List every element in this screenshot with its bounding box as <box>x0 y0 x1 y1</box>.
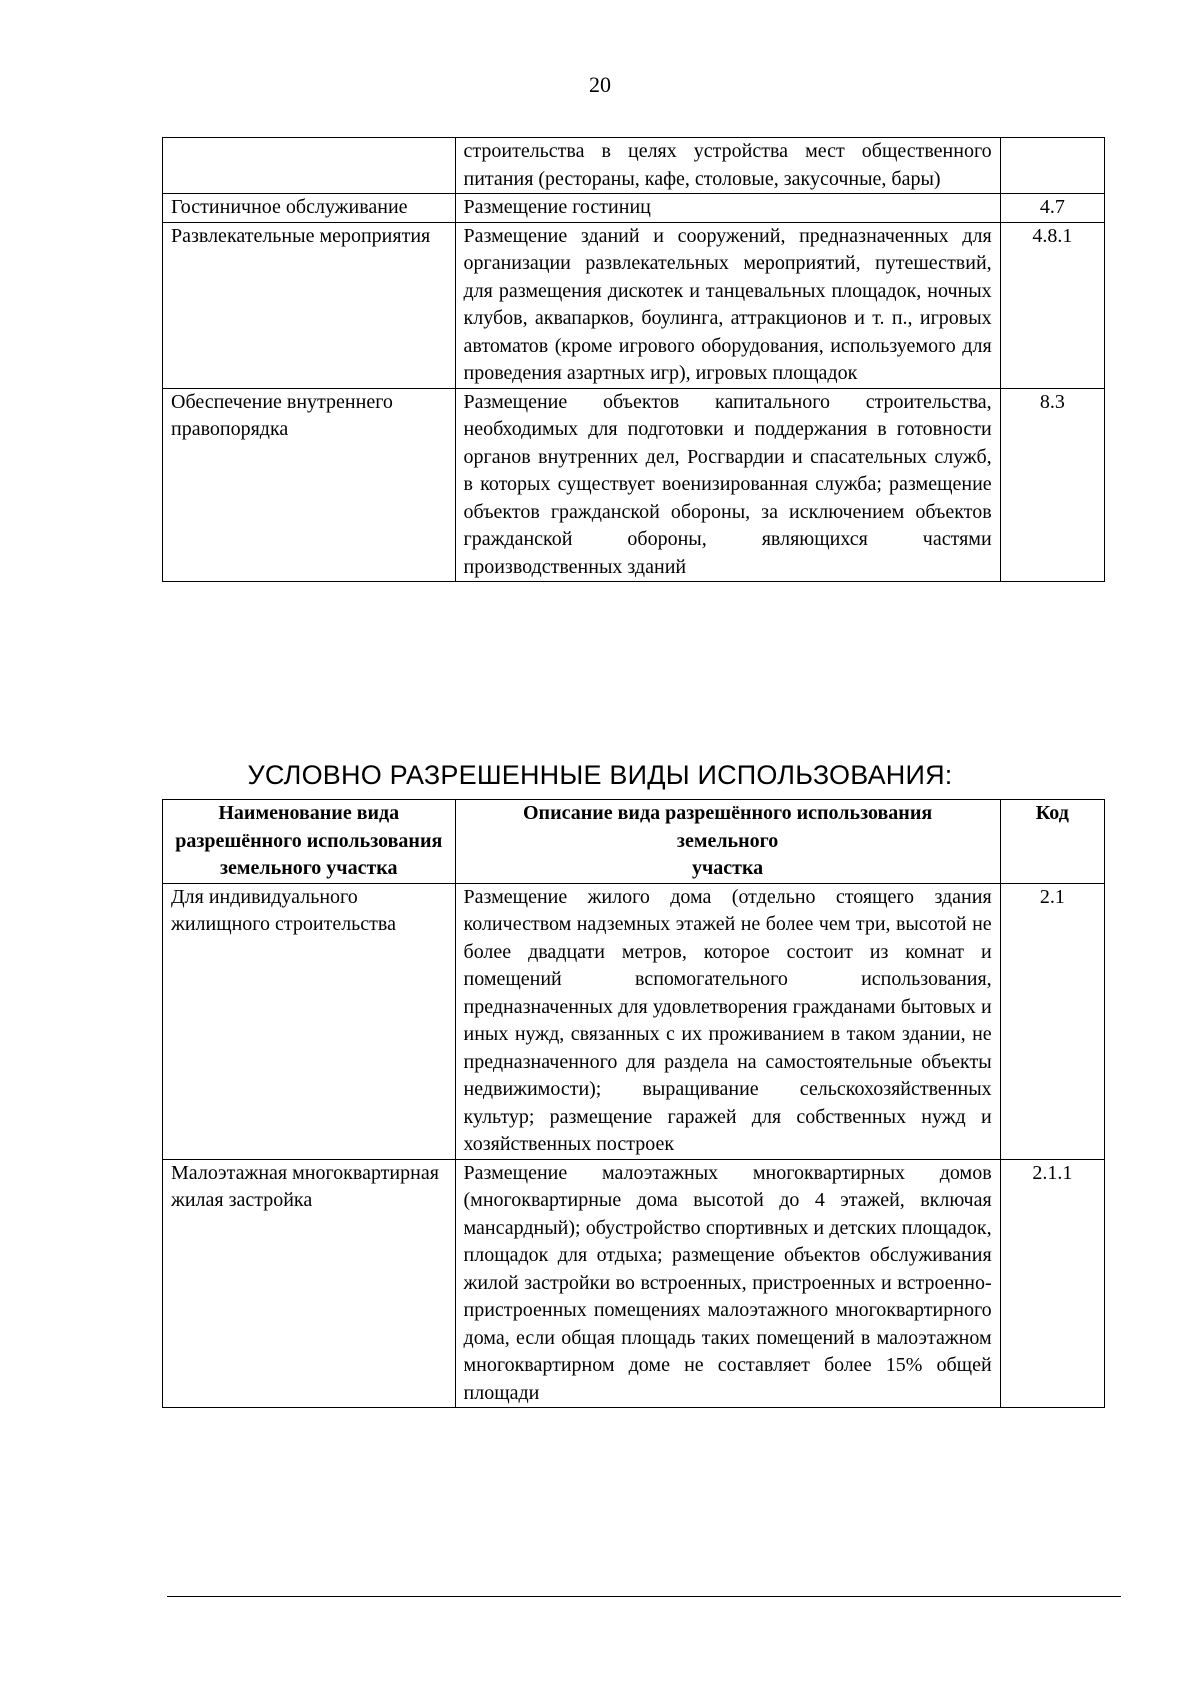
table-row <box>163 194 1105 223</box>
use-code: 4.8.1 <box>1000 222 1104 388</box>
table-row <box>163 222 1105 388</box>
use-code: 4.7 <box>1000 194 1104 223</box>
use-description: Размещение малоэтажных многоквартирных домов (многоквартирные дома высотой до 4 этажей, включая мансардный); обустройство спортивных и детских площадок, площадок для отдыха; размещение объектов обслуживания жилой застройки во встроенных, пристроенных и встроенно-пристроенных помещениях малоэтажного многоквартирного дома, если общая площадь таких помещений в малоэтажном многоквартирном доме не составляет более 15% общей площади <box>455 1159 1000 1408</box>
use-name <box>163 138 456 194</box>
use-description: Размещение жилого дома (отдельно стоящего здания количеством надземных этажей не более чем три, высотой не более двадцати метров, которое состоит из комнат и помещений вспомогательного использования, предназначенных для удовлетворения гражданами бытовых и иных нужд, связанных с их проживанием в таком здании, не предназначенного для раздела на самостоятельные объекты недвижимости); выращивание сельскохозяйственных культур; размещение гаражей для собственных нужд и хозяйственных построек <box>455 883 1000 1159</box>
table-header-row <box>163 800 1105 884</box>
use-code: 8.3 <box>1000 388 1104 582</box>
use-name: Малоэтажная многоквартирная жилая застройка <box>163 1159 456 1408</box>
table-row <box>163 138 1105 194</box>
conditional-use-table <box>162 799 1105 1408</box>
use-description: Размещение зданий и сооружений, предназначенных для организации развлекательных мероприятий, путешествий, для размещения дискотек и танцевальных площадок, ночных клубов, аквапарков, боулинга, аттракционов и т. п., игровых автоматов (кроме игрового оборудования, используемого для проведения азартных игр), игровых площадок <box>455 222 1000 388</box>
header-name: Наименование вида разрешённого использования земельного участка <box>163 800 456 884</box>
use-code <box>1000 138 1104 194</box>
use-description: строительства в целях устройства мест общественного питания (рестораны, кафе, столовые, закусочные, бары) <box>455 138 1000 194</box>
use-description: Размещение объектов капитального строительства, необходимых для подготовки и поддержания в готовности органов внутренних дел, Росгвардии и спасательных служб, в которых существует военизированная служба; размещение объектов гражданской обороны, за исключением объектов гражданской обороны, являющихся частями производственных зданий <box>455 388 1000 582</box>
footer-divider <box>167 1596 1121 1597</box>
section-title: УСЛОВНО РАЗРЕШЕННЫЕ ВИДЫ ИСПОЛЬЗОВАНИЯ: <box>247 760 953 790</box>
header-code: Код <box>1000 800 1104 884</box>
use-name: Развлекательные мероприятия <box>163 222 456 388</box>
table-row <box>163 883 1105 1159</box>
use-description: Размещение гостиниц <box>455 194 1000 223</box>
use-name: Для индивидуального жилищного строительства <box>163 883 456 1159</box>
use-code: 2.1 <box>1000 883 1104 1159</box>
use-name: Обеспечение внутреннего правопорядка <box>163 388 456 582</box>
land-use-table-main <box>162 137 1105 582</box>
header-description-line: земельного <box>676 829 779 852</box>
header-description <box>455 800 1000 884</box>
header-description-line: участка <box>691 857 764 879</box>
use-name: Гостиничное обслуживание <box>163 194 456 223</box>
use-code: 2.1.1 <box>1000 1159 1104 1408</box>
page-number: 20 <box>589 72 611 97</box>
table-row <box>163 388 1105 582</box>
header-description-line: Описание вида разрешённого использования <box>522 802 933 824</box>
table-row <box>163 1159 1105 1408</box>
